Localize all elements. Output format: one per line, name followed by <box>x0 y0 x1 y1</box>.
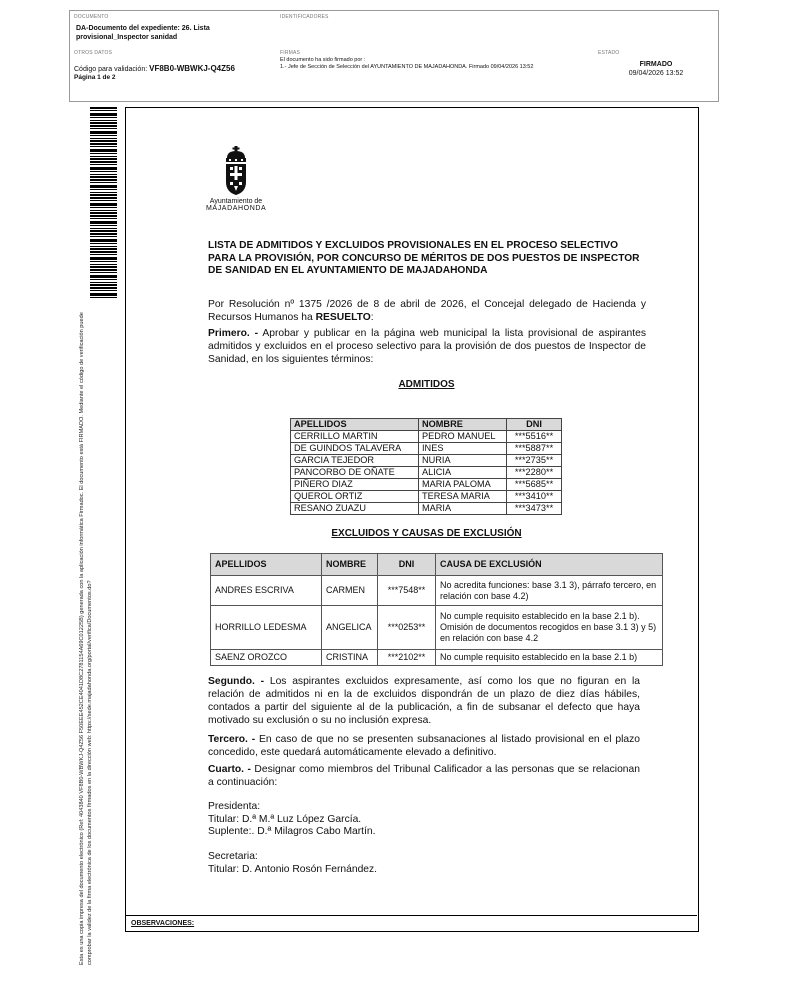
nombre-cell: ANGELICA <box>322 606 378 650</box>
otros-datos-label: OTROS DATOS <box>74 50 113 56</box>
apellidos-cell: PIÑERO DIAZ <box>291 479 419 491</box>
document-page <box>125 107 699 932</box>
cuarto-text: Designar como miembros del Tribunal Calificador a las personas que se relacionan a continuación: <box>208 764 640 788</box>
otros-datos-cell <box>70 47 276 101</box>
validation-code <box>74 64 235 73</box>
dni-cell: ***2102** <box>378 650 436 666</box>
nombre-cell: NURIA <box>419 455 507 467</box>
cuarto-label: Cuarto. - <box>208 764 251 775</box>
nombre-cell: INES <box>419 443 507 455</box>
verification-side-text: Esta es una copia impresa del documento electrónico (Ref: 4043840 VF8B0-WBWKJ-Q4Z56 F50EEE452CE4041D8C2781154A69C01225B) generada con la aplicación informática Firmadoc. El documento está FIRMADO. Mediante el código de verificación puede comprobar la validez de la firma electrónica de los documentos firmados en la dirección web: https://sede.majadahonda.org/portal/verifica/Documentos.do? <box>79 312 93 965</box>
dni-cell: ***5685** <box>507 479 562 491</box>
secretaria-label: Secretaria: <box>208 851 258 862</box>
apellidos-cell: RESANO ZUAZU <box>291 503 419 515</box>
col-dni: DNI <box>378 554 436 576</box>
secretaria-titular: Titular: D. Antonio Rosón Fernández. <box>208 863 378 875</box>
segundo-paragraph <box>208 675 640 727</box>
apellidos-cell: DE GUINDOS TALAVERA <box>291 443 419 455</box>
barcode-image <box>90 107 117 300</box>
council-logo <box>206 146 266 212</box>
intro-text: Por Resolución nº 1375 /2026 de 8 de abril de 2026, el Concejal delegado de Hacienda y Recursos Humanos ha <box>208 299 646 323</box>
apellidos-cell: QUEROL ORTIZ <box>291 491 419 503</box>
col-causa: CAUSA DE EXCLUSIÓN <box>436 554 663 576</box>
validation-code-value: VF8B0-WBWKJ-Q4Z56 <box>149 64 235 73</box>
col-apellidos: APELLIDOS <box>211 554 322 576</box>
firmas-cell <box>276 47 594 101</box>
table-row <box>291 443 562 455</box>
documento-value: DA-Documento del expediente: 26. Lista provisional_Inspector sanidad <box>76 25 210 41</box>
col-nombre: NOMBRE <box>322 554 378 576</box>
primero-text: Aprobar y publicar en la página web municipal la lista provisional de aspirantes admitidos y excluidos en el proceso selectivo para la provisión de dos puestos de Inspector de Sanidad, en los siguientes términos: <box>208 328 646 365</box>
apellidos-cell: HORRILLO LEDESMA <box>211 606 322 650</box>
tercero-paragraph <box>208 733 640 759</box>
firmas-signer: 1.- Jefe de Sección de Selección del AYUNTAMIENTO DE MAJADAHONDA. Firmado 09/04/2026 13:52 <box>280 64 534 70</box>
logo-line2: MAJADAHONDA <box>206 205 267 212</box>
nombre-cell: ALICIA <box>419 467 507 479</box>
apellidos-cell: GARCIA TEJEDOR <box>291 455 419 467</box>
page-indicator: Página 1 de 2 <box>74 74 116 81</box>
nombre-cell: MARIA PALOMA <box>419 479 507 491</box>
excluidos-table <box>210 553 663 666</box>
documento-label: DOCUMENTO <box>74 14 109 20</box>
validation-code-label: Código para validación: <box>74 66 148 73</box>
estado-date: 09/04/2026 13:52 <box>628 70 684 77</box>
table-row <box>291 491 562 503</box>
cuarto-paragraph <box>208 763 640 789</box>
segundo-text: Los aspirantes excluidos expresamente, así como los que no figuran en la relación de admitidos ni en la de excluidos dispondrán de un plazo de diez días hábiles, contados a partir del siguiente al de la publicación, a fin de subsanar el defecto que haya motivado su exclusión o su no inclusión expresa. <box>208 676 640 726</box>
dni-cell: ***3473** <box>507 503 562 515</box>
dni-cell: ***2735** <box>507 455 562 467</box>
table-row <box>211 576 663 606</box>
col-dni: DNI <box>507 419 562 431</box>
segundo-label: Segundo. - <box>208 676 265 687</box>
apellidos-cell: CERRILLO MARTIN <box>291 431 419 443</box>
admitidos-header-row <box>291 419 562 431</box>
nombre-cell: PEDRO MANUEL <box>419 431 507 443</box>
apellidos-cell: SAENZ OROZCO <box>211 650 322 666</box>
admitidos-heading: ADMITIDOS <box>398 379 455 390</box>
dni-cell: ***7548** <box>378 576 436 606</box>
logo-line1: Ayuntamiento de <box>209 198 263 205</box>
nombre-cell: CRISTINA <box>322 650 378 666</box>
nombre-cell: TERESA MARIA <box>419 491 507 503</box>
firmas-intro: El documento ha sido firmado por : <box>280 57 366 63</box>
signature-header <box>69 10 719 102</box>
intro-paragraph <box>208 298 646 324</box>
apellidos-cell: ANDRES ESCRIVA <box>211 576 322 606</box>
documento-cell <box>70 11 276 47</box>
dni-cell: ***5887** <box>507 443 562 455</box>
excluidos-heading: EXCLUIDOS Y CAUSAS DE EXCLUSIÓN <box>331 528 522 539</box>
causa-cell: No acredita funciones: base 3.1 3), párrafo tercero, en relación con base 4.2) <box>436 576 663 606</box>
estado-value: FIRMADO <box>639 61 673 68</box>
table-row <box>211 606 663 650</box>
table-row <box>291 431 562 443</box>
col-nombre: NOMBRE <box>419 419 507 431</box>
apellidos-cell: PANCORBO DE OÑATE <box>291 467 419 479</box>
primero-paragraph <box>208 327 646 366</box>
nombre-cell: MARIA <box>419 503 507 515</box>
causa-cell: No cumple requisito establecido en la base 2.1 b). Omisión de documentos recogidos en base 3.1 3) y 5) en relación con base 4.2 <box>436 606 663 650</box>
firmas-label: FIRMAS <box>280 50 301 56</box>
presidenta-label: Presidenta: <box>208 801 261 812</box>
dni-cell: ***3410** <box>507 491 562 503</box>
primero-label: Primero. - <box>208 328 259 339</box>
document-title: LISTA DE ADMITIDOS Y EXCLUIDOS PROVISIONALES EN EL PROCESO SELECTIVO PARA LA PROVISIÓN, POR CONCURSO DE MÉRITOS DE DOS PUESTOS DE INSPECTOR DE SANIDAD EN EL AYUNTAMIENTO DE MAJADAHONDA <box>208 240 640 276</box>
dni-cell: ***5516** <box>507 431 562 443</box>
intro-end: : <box>370 312 374 323</box>
identificadores-cell <box>276 11 718 47</box>
dni-cell: ***2280** <box>507 467 562 479</box>
dni-cell: ***0253** <box>378 606 436 650</box>
tercero-text: En caso de que no se presenten subsanaciones al listado provisional en el plazo concedido, este quedará automáticamente elevado a definitivo. <box>208 734 640 758</box>
table-row <box>291 467 562 479</box>
identificadores-label: IDENTIFICADORES <box>280 14 329 20</box>
estado-label: ESTADO <box>598 50 620 56</box>
table-row <box>291 503 562 515</box>
intro-bold: RESUELTO <box>315 312 371 323</box>
presidenta-block <box>208 801 376 839</box>
secretaria-block <box>208 851 377 876</box>
presidenta-suplente: Suplente:. D.ª Milagros Cabo Martín. <box>208 826 376 837</box>
causa-cell: No cumple requisito establecido en la base 2.1 b) <box>436 650 663 666</box>
table-row <box>291 479 562 491</box>
col-apellidos: APELLIDOS <box>291 419 419 431</box>
presidenta-titular: Titular: D.ª M.ª Luz López García. <box>208 813 362 825</box>
coat-of-arms-icon <box>223 146 249 196</box>
nombre-cell: CARMEN <box>322 576 378 606</box>
excluidos-header-row <box>211 554 663 576</box>
admitidos-table <box>290 418 562 515</box>
estado-cell <box>594 47 718 101</box>
observaciones-bar <box>126 915 697 931</box>
table-row <box>211 650 663 666</box>
tercero-label: Tercero. - <box>208 734 256 745</box>
table-row <box>291 455 562 467</box>
observaciones-label: OBSERVACIONES: <box>131 920 195 927</box>
